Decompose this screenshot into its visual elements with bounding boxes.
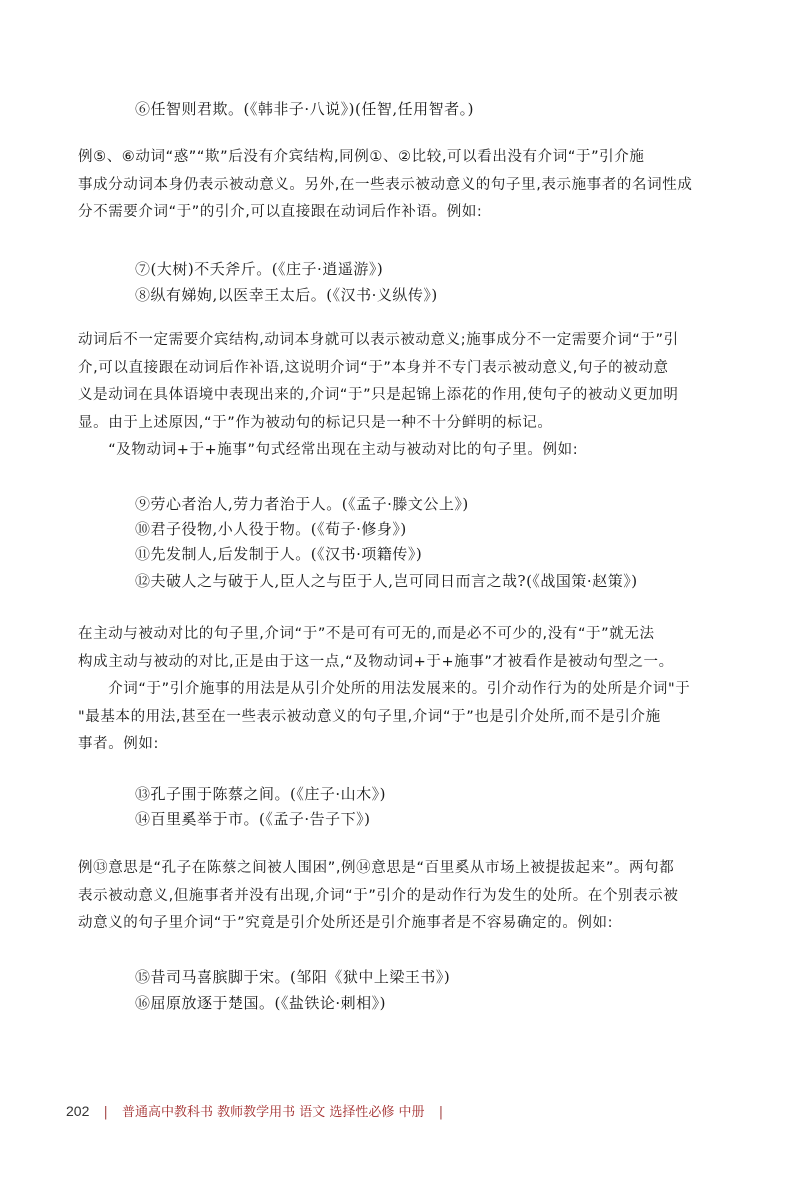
example-15: ⑮昔司马喜膑脚于宋。(邹阳《狱中上梁王书》): [135, 968, 451, 986]
example-11: ⑪先发制人,后发制于人。(《汉书·项籍传》): [135, 545, 423, 563]
footer-divider: |: [103, 1105, 108, 1120]
paragraph-passive-without-preposition: [78, 144, 714, 227]
text-line: 事者。例如:: [78, 736, 159, 752]
footer-divider: |: [438, 1105, 444, 1120]
example-13: ⑬孔子围于陈蔡之间。(《庄子·山木》): [135, 785, 386, 803]
example-6: ⑥任智则君欺。(《韩非子·八说》)(任智,任用智者。): [135, 100, 474, 118]
paragraph-active-passive-contrast: [78, 621, 714, 759]
example-14: ⑭百里奚举于市。(《孟子·告子下》): [135, 810, 371, 828]
text-line: 例⑤、⑥动词“惑”“欺”后没有介宾结构,同例①、②比较,可以看出没有介词“于”引介施: [78, 149, 645, 165]
page-number: 202: [66, 1103, 90, 1119]
text-line: “及物动词+于+施事”句式经常出现在主动与被动对比的句子里。例如:: [78, 442, 579, 458]
book-title: 普通高中教科书 教师教学用书 语文 选择性必修 中册: [122, 1105, 425, 1120]
text-line: 分不需要介词“于”的引介,可以直接跟在动词后作补语。例如:: [78, 204, 483, 220]
paragraph-preposition-yu-function: [78, 327, 714, 465]
text-line: 在主动与被动对比的句子里,介词“于”不是可有可无的,而是必不可少的,没有“于”就无法: [78, 626, 655, 642]
page-footer: [66, 1101, 453, 1123]
text-line: 构成主动与被动的对比,正是由于这一点,“及物动词+于+施事”才被看作是被动句型之一。: [78, 653, 674, 670]
example-8: ⑧纵有娣姁,以医幸王太后。(《汉书·义纵传》): [135, 286, 438, 304]
text-line: 事成分动词本身仍表示被动意义。另外,在一些表示被动意义的句子里,表示施事者的名词性成: [78, 176, 693, 193]
text-line: 义是动词在具体语境中表现出来的,介词“于”只是起锦上添花的作用,使句子的被动义更加明: [78, 387, 679, 403]
example-10: ⑩君子役物,小人役于物。(《荀子·修身》): [135, 520, 407, 538]
paragraph-location-vs-agent: [78, 855, 714, 938]
example-9: ⑨劳心者治人,劳力者治于人。(《孟子·滕文公上》): [135, 495, 469, 513]
text-line: "最基本的用法,甚至在一些表示被动意义的句子里,介词“于”也是引介处所,而不是引介施: [78, 708, 661, 725]
text-line: 表示被动意义,但施事者并没有出现,介词“于”引介的是动作行为发生的处所。在个别表示被: [78, 887, 679, 904]
text-line: 动词后不一定需要介宾结构,动词本身就可以表示被动意义;施事成分不一定需要介词“于”引: [78, 332, 679, 348]
text-line: 例⑬意思是“孔子在陈蔡之间被人围困”,例⑭意思是“百里奚从市场上被提拔起来”。两句都: [78, 860, 675, 876]
example-7: ⑦(大树)不夭斧斤。(《庄子·逍遥游》): [135, 260, 384, 278]
text-line: 动意义的句子里介词“于”究竟是引介处所还是引介施事者是不容易确定的。例如:: [78, 915, 614, 931]
text-line: 显。由于上述原因,“于”作为被动句的标记只是一种不十分鲜明的标记。: [78, 414, 553, 431]
text-line: 介词“于”引介施事的用法是从引介处所的用法发展来的。引介动作行为的处所是介词"于: [78, 681, 691, 697]
example-16: ⑯屈原放逐于楚国。(《盐铁论·刺相》): [135, 994, 386, 1012]
example-12: ⑫夫破人之与破于人,臣人之与臣于人,岂可同日而言之哉?(《战国策·赵策》): [135, 572, 638, 590]
text-line: 介,可以直接跟在动词后作补语,这说明介词“于”本身并不专门表示被动意义,句子的被动意: [78, 359, 669, 376]
